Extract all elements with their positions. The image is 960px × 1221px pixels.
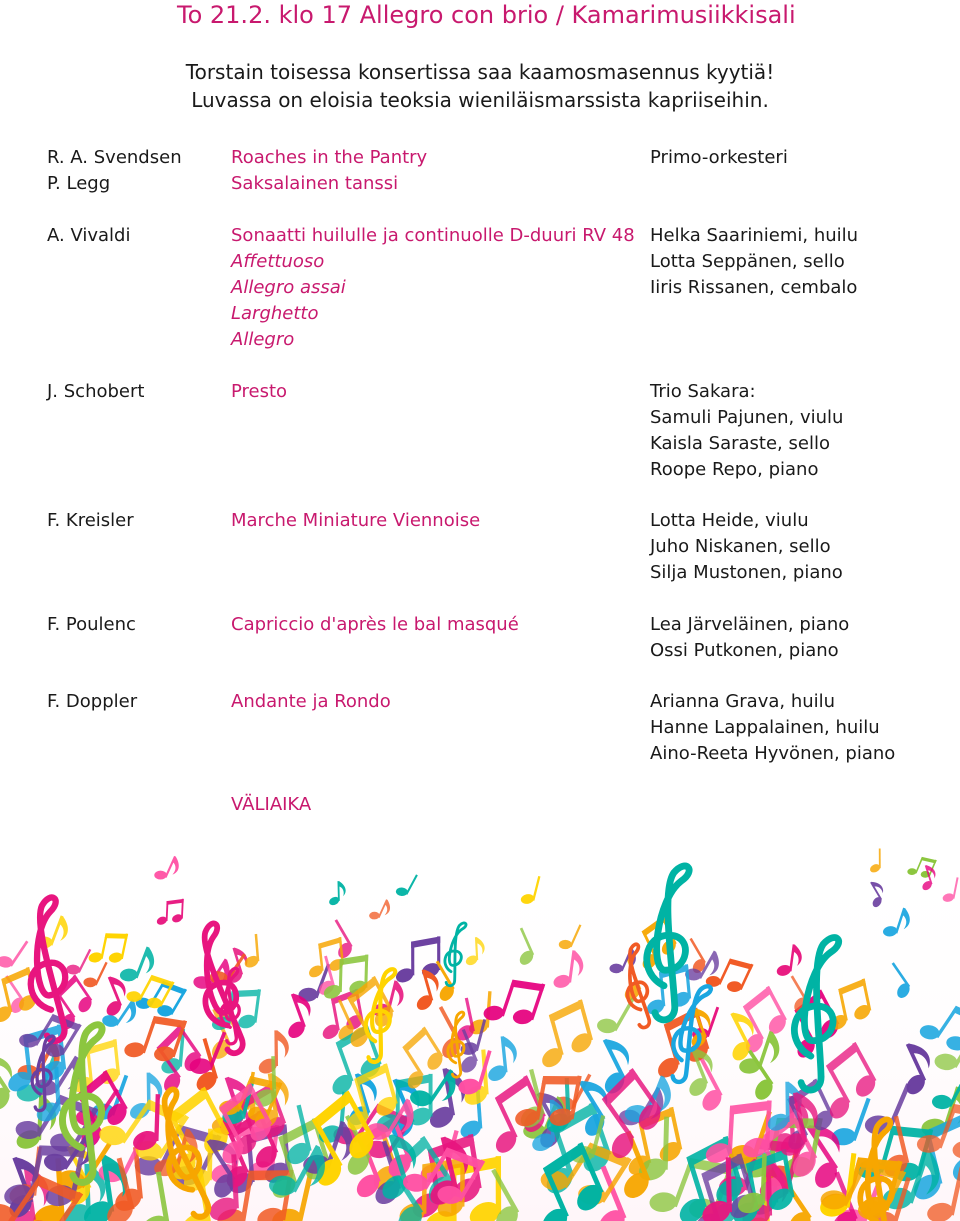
program-row	[0, 534, 960, 560]
program-row	[0, 792, 960, 818]
program-row	[0, 715, 960, 741]
work-title: Capriccio d'après le bal masqué	[231, 614, 519, 635]
performer: Iiris Rissanen, cembalo	[650, 277, 858, 298]
movement-title: Allegro assai	[231, 277, 346, 298]
program-row	[0, 508, 960, 534]
movement-title: Larghetto	[231, 303, 319, 324]
program-row	[0, 431, 960, 457]
intro-line-1: Torstain toisessa konsertissa saa kaamosmasennus kyytiä!	[185, 60, 775, 84]
intermission-label: VÄLIAIKA	[231, 794, 312, 815]
composer: F. Doppler	[47, 691, 138, 712]
performer: Lea Järveläinen, piano	[650, 614, 850, 635]
movement-title: Allegro	[231, 329, 295, 350]
performer: Roope Repo, piano	[650, 459, 819, 480]
composer: P. Legg	[47, 173, 111, 194]
composer: R. A. Svendsen	[47, 147, 182, 168]
composer: F. Kreisler	[47, 510, 134, 531]
performer: Trio Sakara:	[650, 381, 756, 402]
performer: Samuli Pajunen, viulu	[650, 407, 844, 428]
program-row	[0, 223, 960, 249]
program-row	[0, 457, 960, 483]
work-title: Roaches in the Pantry	[231, 147, 428, 168]
program-row	[0, 249, 960, 275]
program-row	[0, 741, 960, 767]
program-row	[0, 560, 960, 586]
work-title: Presto	[231, 381, 288, 402]
program-row	[0, 689, 960, 715]
performer: Arianna Grava, huilu	[650, 691, 836, 712]
program-row	[0, 275, 960, 301]
composer: F. Poulenc	[47, 614, 136, 635]
work-title: Andante ja Rondo	[231, 691, 391, 712]
page-title: To 21.2. klo 17 Allegro con brio / Kamarimusiikkisali	[177, 1, 796, 29]
work-title: Sonaatti huilulle ja continuolle D-duuri RV 48	[231, 225, 635, 246]
program-row	[0, 638, 960, 664]
work-title: Saksalainen tanssi	[231, 173, 399, 194]
performer: Juho Niskanen, sello	[650, 536, 831, 557]
program-row	[0, 327, 960, 353]
performer: Lotta Seppänen, sello	[650, 251, 845, 272]
performer: Ossi Putkonen, piano	[650, 640, 839, 661]
program-row	[0, 301, 960, 327]
composer: A. Vivaldi	[47, 225, 131, 246]
program-row	[0, 379, 960, 405]
performer: Aino-Reeta Hyvönen, piano	[650, 743, 896, 764]
performer: Helka Saariniemi, huilu	[650, 225, 859, 246]
intro-line-2: Luvassa on eloisia teoksia wieniläismarssista kapriiseihin.	[191, 88, 769, 112]
performer: Kaisla Saraste, sello	[650, 433, 830, 454]
colorful-music-notes-icon	[0, 830, 960, 1221]
composer: J. Schobert	[47, 381, 145, 402]
performer: Lotta Heide, viulu	[650, 510, 809, 531]
program-row	[0, 145, 960, 171]
program-row	[0, 171, 960, 197]
program-row	[0, 405, 960, 431]
movement-title: Affettuoso	[231, 251, 325, 272]
performer: Hanne Lappalainen, huilu	[650, 717, 880, 738]
performer: Silja Mustonen, piano	[650, 562, 843, 583]
work-title: Marche Miniature Viennoise	[231, 510, 481, 531]
performer: Primo-orkesteri	[650, 147, 788, 168]
program-row	[0, 612, 960, 638]
